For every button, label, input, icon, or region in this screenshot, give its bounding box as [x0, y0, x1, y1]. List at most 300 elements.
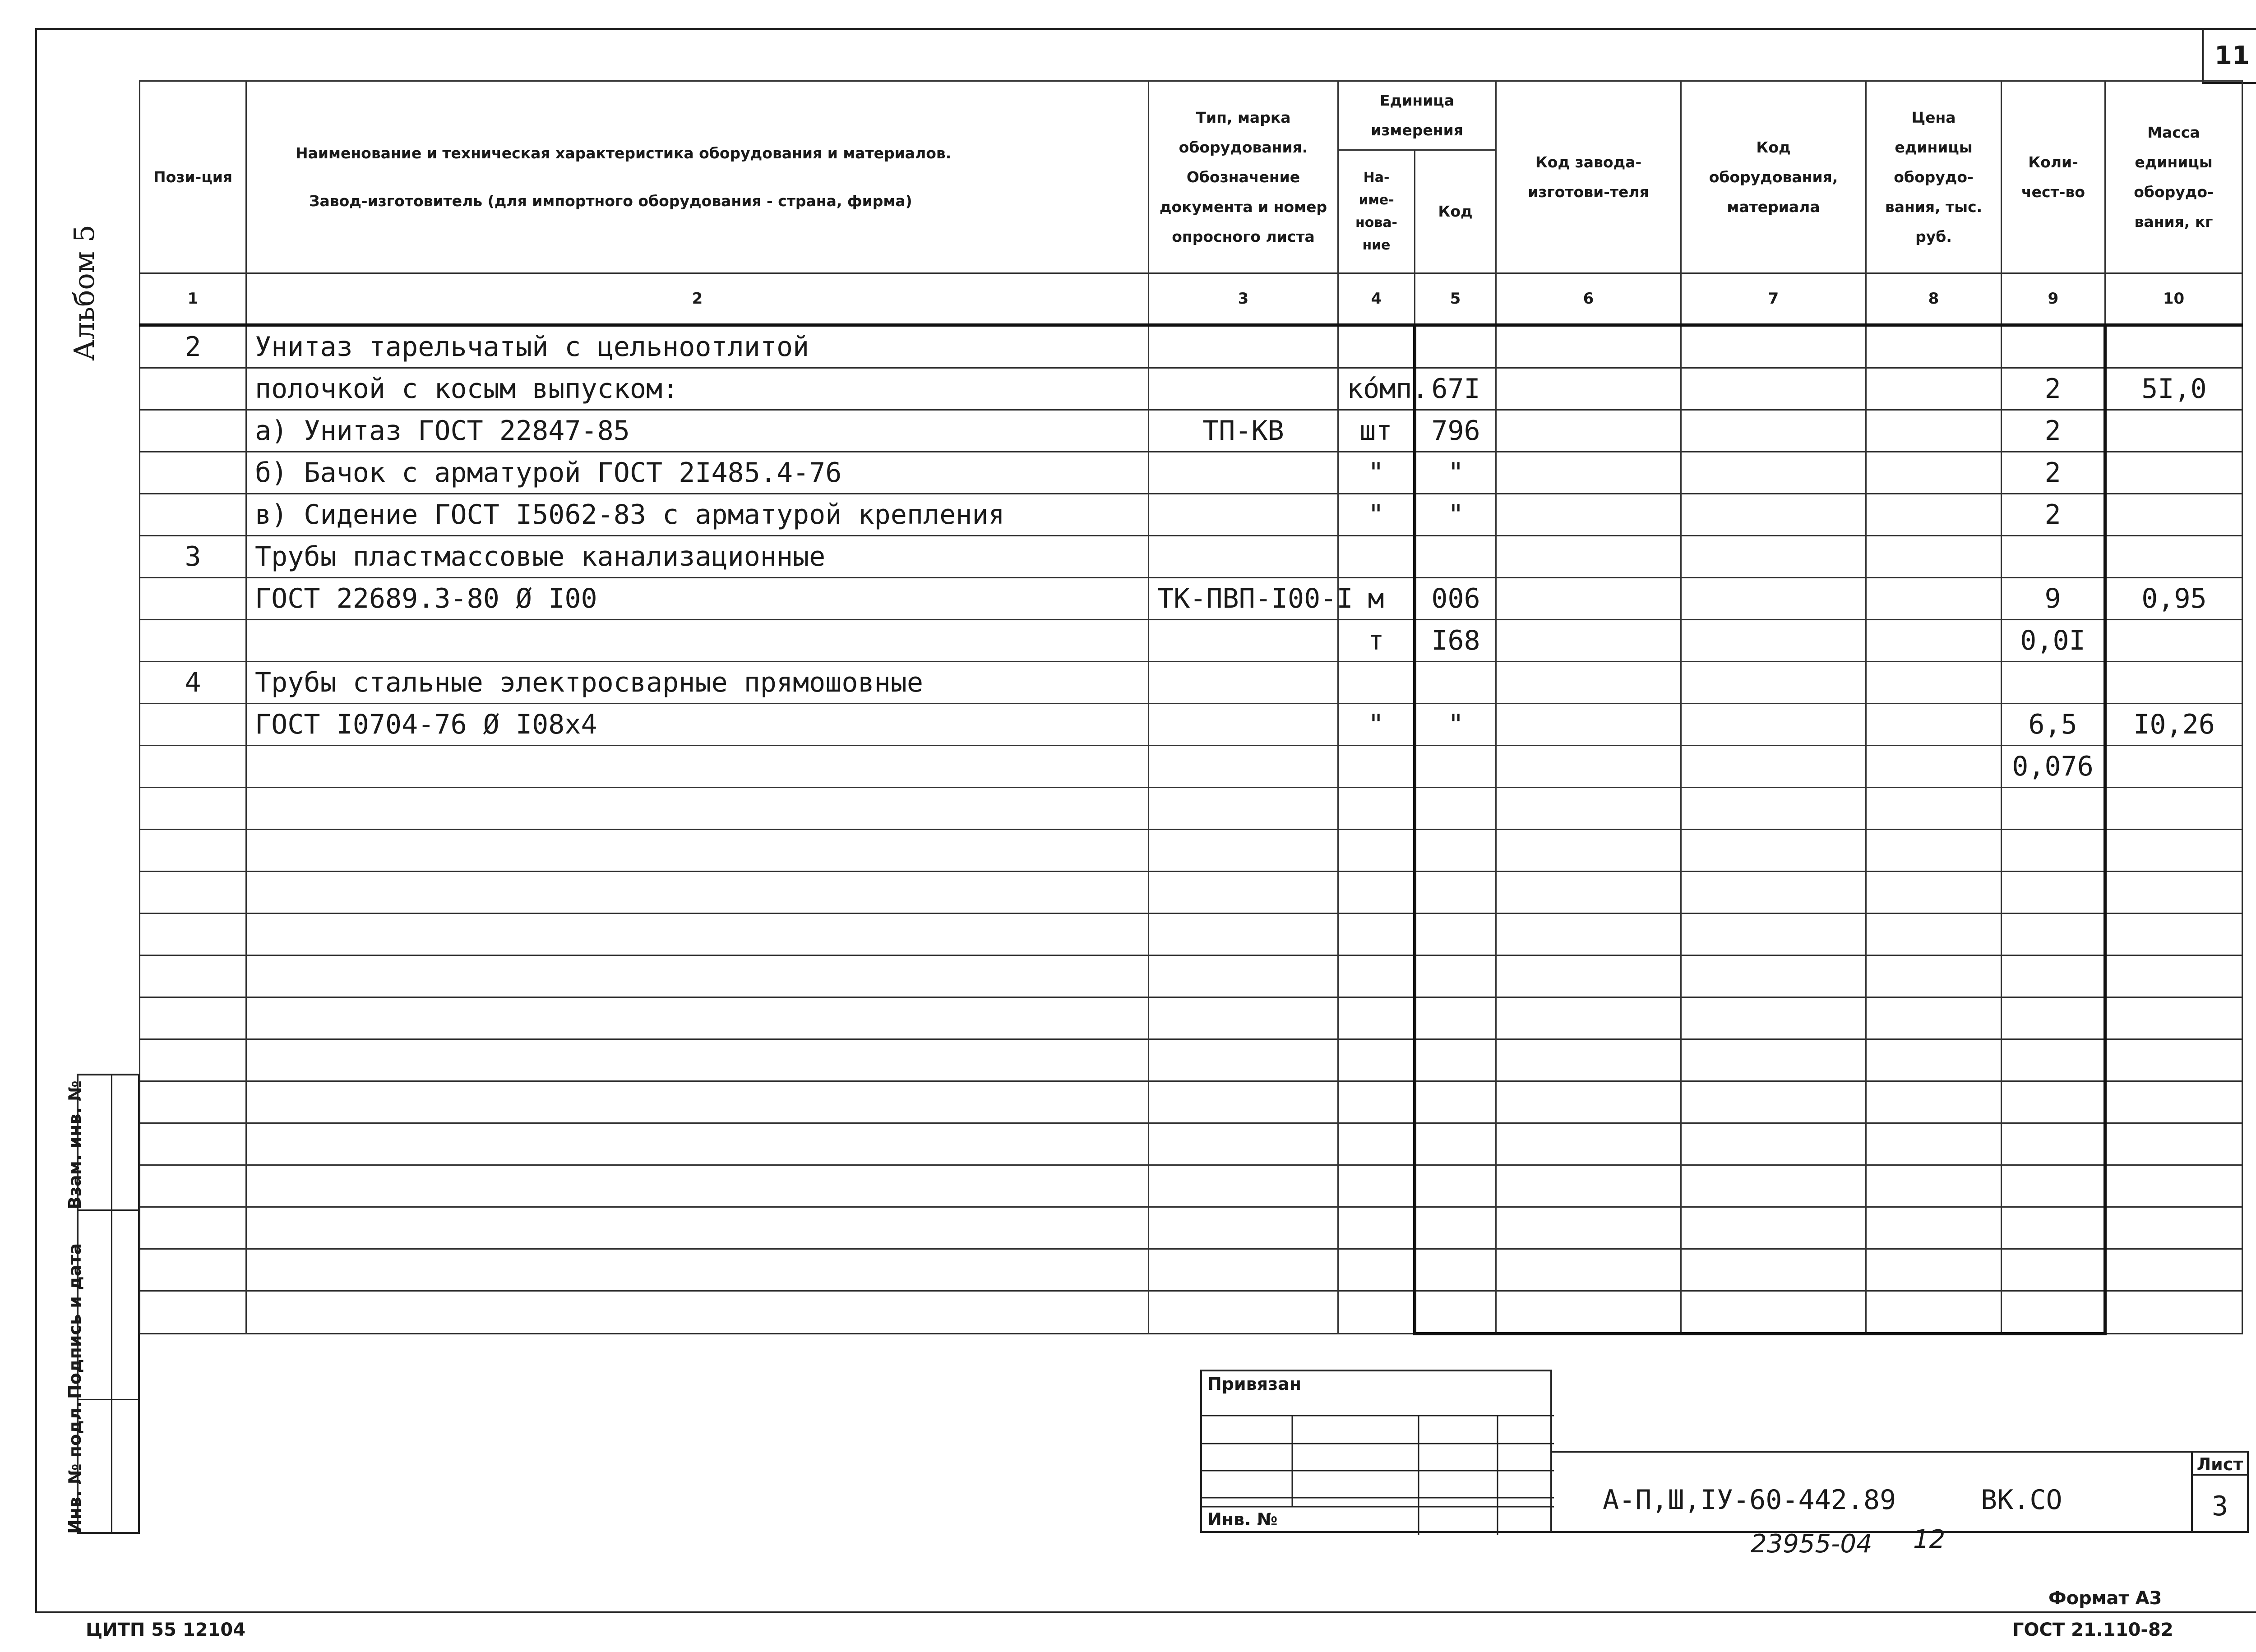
table-cell-qty: 2 [2002, 410, 2105, 452]
header-position: Пози-ция [140, 81, 246, 273]
table-cell-f6 [1496, 830, 1681, 872]
header-name-line1: Наименование и техническая характеристика оборудования и материалов. [296, 144, 952, 162]
table-cell-pos [140, 704, 246, 746]
table-cell-f7 [1681, 620, 1866, 662]
table-cell-f8 [1866, 830, 2002, 872]
table-cell-f7 [1681, 872, 1866, 914]
table-cell-name [246, 997, 1149, 1039]
table-cell-mass [2105, 410, 2242, 452]
table-cell-mass [2105, 914, 2242, 955]
table-cell-name [246, 1123, 1149, 1165]
table-cell-code [1415, 1123, 1496, 1165]
table-cell-f6 [1496, 872, 1681, 914]
table-cell-pos [140, 1123, 246, 1165]
table-cell-unit [1338, 1165, 1415, 1207]
table-cell-mass [2105, 620, 2242, 662]
table-cell-f6 [1496, 494, 1681, 536]
table-cell-f7 [1681, 704, 1866, 746]
table-cell-pos [140, 872, 246, 914]
table-cell-f6 [1496, 1207, 1681, 1249]
table-cell-code [1415, 325, 1496, 368]
table-row [140, 746, 2242, 788]
table-cell-f7 [1681, 1165, 1866, 1207]
table-cell-code [1415, 1039, 1496, 1081]
table-cell-f7 [1681, 955, 1866, 997]
table-cell-f7 [1681, 452, 1866, 494]
header-name [246, 81, 1149, 273]
table-cell-type [1149, 997, 1338, 1039]
table-cell-name: полочкой с косым выпуском: [246, 368, 1149, 410]
table-cell-f7 [1681, 997, 1866, 1039]
table-cell-unit [1338, 536, 1415, 578]
col-number: 10 [2105, 273, 2242, 325]
table-cell-f7 [1681, 746, 1866, 788]
table-cell-qty [2002, 1249, 2105, 1291]
table-cell-f8 [1866, 452, 2002, 494]
table-cell-f6 [1496, 536, 1681, 578]
table-cell-unit [1338, 788, 1415, 830]
table-cell-f6 [1496, 325, 1681, 368]
specification-table [139, 80, 2242, 1335]
table-cell-name: ГОСТ 22689.3-80 Ø I00 [246, 578, 1149, 620]
table-cell-pos [140, 788, 246, 830]
table-cell-f7 [1681, 1249, 1866, 1291]
table-cell-unit: т [1338, 620, 1415, 662]
binding-stamp [1200, 1370, 1552, 1533]
table-cell-code [1415, 955, 1496, 997]
empty-row [140, 830, 2242, 872]
table-cell-f6 [1496, 1165, 1681, 1207]
table-cell-unit [1338, 1207, 1415, 1249]
table-row [140, 662, 2242, 704]
col-number: 3 [1149, 273, 1338, 325]
project-code: А-П,Ш,IУ-60-442.89 [1603, 1484, 1896, 1516]
table-cell-qty [2002, 872, 2105, 914]
table-cell-unit [1338, 955, 1415, 997]
col-number: 7 [1681, 273, 1866, 325]
table-cell-pos [140, 578, 246, 620]
table-cell-f8 [1866, 1081, 2002, 1123]
table-cell-name: ГОСТ I0704-76 Ø I08x4 [246, 704, 1149, 746]
table-cell-code [1415, 1165, 1496, 1207]
table-cell-f7 [1681, 410, 1866, 452]
table-cell-f7 [1681, 788, 1866, 830]
binding-inventory-label: Инв. № [1207, 1509, 1278, 1529]
table-cell-name: б) Бачок с арматурой ГОСТ 2I485.4-76 [246, 452, 1149, 494]
format-label: Формат А3 [2048, 1588, 2162, 1609]
table-cell-pos: 2 [140, 325, 246, 368]
table-cell-f8 [1866, 410, 2002, 452]
table-cell-pos [140, 1291, 246, 1334]
table-cell-type [1149, 368, 1338, 410]
header-name-line2: Завод-изготовитель (для импортного оборудования - страна, фирма) [309, 192, 912, 210]
col-number: 1 [140, 273, 246, 325]
header-unit: Единица измерения [1338, 81, 1496, 150]
table-cell-qty [2002, 830, 2105, 872]
table-cell-f6 [1496, 1123, 1681, 1165]
header-factory-code: Код завода-изготови-теля [1496, 81, 1681, 273]
table-cell-mass [2105, 955, 2242, 997]
table-cell-code: 67I [1415, 368, 1496, 410]
table-row [140, 620, 2242, 662]
table-cell-qty [2002, 955, 2105, 997]
table-cell-name [246, 1039, 1149, 1081]
table-cell-f7 [1681, 1207, 1866, 1249]
table-cell-unit: шт [1338, 410, 1415, 452]
empty-row [140, 955, 2242, 997]
table-cell-pos [140, 1165, 246, 1207]
table-cell-f8 [1866, 536, 2002, 578]
sheet-number: 3 [2211, 1490, 2228, 1522]
table-cell-unit [1338, 746, 1415, 788]
header-mass: Масса единицы оборудо-вания, кг [2105, 81, 2242, 273]
table-cell-qty [2002, 914, 2105, 955]
sheet-box [2191, 1453, 2247, 1531]
table-cell-type [1149, 1081, 1338, 1123]
table-cell-type [1149, 746, 1338, 788]
table-cell-mass [2105, 452, 2242, 494]
table-cell-name [246, 872, 1149, 914]
side-cell-inventory [65, 1400, 138, 1534]
table-cell-pos [140, 997, 246, 1039]
table-cell-unit [1338, 1291, 1415, 1334]
table-cell-type [1149, 325, 1338, 368]
table-row [140, 368, 2242, 410]
table-cell-unit [1338, 662, 1415, 704]
table-cell-name [246, 1081, 1149, 1123]
table-cell-f6 [1496, 788, 1681, 830]
table-cell-f6 [1496, 1039, 1681, 1081]
table-cell-mass: 5I,0 [2105, 368, 2242, 410]
table-cell-code [1415, 788, 1496, 830]
table-cell-type [1149, 914, 1338, 955]
col-number: 2 [246, 273, 1149, 325]
table-cell-f7 [1681, 830, 1866, 872]
table-cell-mass [2105, 1249, 2242, 1291]
table-cell-qty [2002, 1123, 2105, 1165]
table-cell-f7 [1681, 536, 1866, 578]
table-cell-qty [2002, 997, 2105, 1039]
table-cell-pos [140, 1249, 246, 1291]
table-cell-qty [2002, 1291, 2105, 1334]
album-label: Альбом 5 [68, 224, 101, 361]
table-cell-unit: м [1338, 578, 1415, 620]
side-label-inventory: Инв. № подл. [65, 1401, 85, 1534]
table-row [140, 494, 2242, 536]
header-type: Тип, марка оборудования. Обозначение документа и номер опросного листа [1149, 81, 1338, 273]
table-cell-pos [140, 410, 246, 452]
table-cell-code [1415, 872, 1496, 914]
table-cell-type [1149, 662, 1338, 704]
empty-row [140, 1081, 2242, 1123]
side-label-replacement: Взам. инв. № [65, 1080, 85, 1209]
table-cell-unit [1338, 914, 1415, 955]
table-cell-f6 [1496, 1291, 1681, 1334]
table-cell-code: 006 [1415, 578, 1496, 620]
table-cell-code: " [1415, 704, 1496, 746]
table-cell-pos [140, 1207, 246, 1249]
table-cell-type: ТП-КВ [1149, 410, 1338, 452]
table-cell-pos [140, 368, 246, 410]
table-cell-f7 [1681, 325, 1866, 368]
header-unit-name: На-име-нова-ние [1338, 150, 1415, 273]
table-cell-f8 [1866, 325, 2002, 368]
table-cell-unit: кóмп. [1338, 368, 1415, 410]
table-cell-name [246, 1291, 1149, 1334]
table-cell-f8 [1866, 578, 2002, 620]
table-cell-unit [1338, 1081, 1415, 1123]
table-cell-mass [2105, 1123, 2242, 1165]
side-stamp [65, 1074, 140, 1534]
document-code: ВК.СО [1981, 1484, 2062, 1516]
table-cell-f7 [1681, 368, 1866, 410]
table-cell-name [246, 1249, 1149, 1291]
table-cell-mass [2105, 325, 2242, 368]
table-cell-qty: 6,5 [2002, 704, 2105, 746]
empty-row [140, 1207, 2242, 1249]
title-block [1550, 1451, 2249, 1533]
empty-row [140, 1123, 2242, 1165]
table-cell-pos [140, 494, 246, 536]
table-cell-unit: " [1338, 494, 1415, 536]
table-cell-pos: 4 [140, 662, 246, 704]
col-number: 4 [1338, 273, 1415, 325]
table-cell-f6 [1496, 746, 1681, 788]
header-row [140, 81, 2242, 150]
table-cell-f6 [1496, 955, 1681, 997]
table-cell-unit [1338, 1249, 1415, 1291]
table-cell-qty [2002, 662, 2105, 704]
table-cell-code [1415, 1207, 1496, 1249]
table-cell-f8 [1866, 872, 2002, 914]
table-cell-f6 [1496, 1081, 1681, 1123]
table-cell-f7 [1681, 1291, 1866, 1334]
table-cell-unit: " [1338, 452, 1415, 494]
table-cell-unit [1338, 1123, 1415, 1165]
table-cell-f6 [1496, 1249, 1681, 1291]
table-cell-f8 [1866, 788, 2002, 830]
corner-sheet-number: 11 [2202, 28, 2256, 84]
table-cell-mass [2105, 1207, 2242, 1249]
table-cell-mass [2105, 830, 2242, 872]
table-cell-mass [2105, 1291, 2242, 1334]
table-cell-code [1415, 536, 1496, 578]
table-cell-code [1415, 830, 1496, 872]
table-cell-name [246, 620, 1149, 662]
table-cell-code: " [1415, 452, 1496, 494]
table-cell-f6 [1496, 914, 1681, 955]
table-cell-name [246, 830, 1149, 872]
table-cell-pos [140, 955, 246, 997]
table-cell-type [1149, 1249, 1338, 1291]
binding-label: Привязан [1207, 1374, 1302, 1394]
table-cell-pos [140, 914, 246, 955]
table-cell-name [246, 914, 1149, 955]
table-row [140, 325, 2242, 368]
side-cell-signature [65, 1211, 138, 1400]
table-cell-mass [2105, 662, 2242, 704]
table-cell-f6 [1496, 410, 1681, 452]
table-cell-code: 796 [1415, 410, 1496, 452]
table-cell-pos: 3 [140, 536, 246, 578]
column-number-row [140, 273, 2242, 325]
table-cell-mass: I0,26 [2105, 704, 2242, 746]
empty-row [140, 1291, 2242, 1334]
table-cell-type [1149, 872, 1338, 914]
table-cell-qty [2002, 1081, 2105, 1123]
table-cell-f8 [1866, 746, 2002, 788]
table-cell-code: " [1415, 494, 1496, 536]
table-row [140, 452, 2242, 494]
empty-row [140, 788, 2242, 830]
table-cell-name [246, 746, 1149, 788]
table-cell-code [1415, 662, 1496, 704]
table-cell-f8 [1866, 368, 2002, 410]
table-cell-unit: " [1338, 704, 1415, 746]
table-cell-pos [140, 452, 246, 494]
table-cell-type [1149, 1207, 1338, 1249]
table-cell-qty [2002, 788, 2105, 830]
table-cell-f6 [1496, 704, 1681, 746]
table-cell-name [246, 788, 1149, 830]
table-row [140, 410, 2242, 452]
table-cell-f8 [1866, 1291, 2002, 1334]
col-number: 9 [2002, 273, 2105, 325]
table-cell-mass [2105, 1165, 2242, 1207]
table-cell-type [1149, 1165, 1338, 1207]
empty-row [140, 1039, 2242, 1081]
table-cell-f6 [1496, 997, 1681, 1039]
table-cell-mass [2105, 536, 2242, 578]
table-cell-type [1149, 452, 1338, 494]
table-cell-qty: 2 [2002, 494, 2105, 536]
table-cell-mass: 0,95 [2105, 578, 2242, 620]
table-cell-f8 [1866, 1123, 2002, 1165]
header-price: Цена единицы оборудо-вания, тыс. руб. [1866, 81, 2002, 273]
side-label-signature: Подпись и дата [65, 1243, 85, 1399]
table-cell-f8 [1866, 620, 2002, 662]
table-row [140, 536, 2242, 578]
empty-row [140, 1249, 2242, 1291]
gost-label: ГОСТ 21.110-82 [2012, 1620, 2173, 1640]
table-cell-mass [2105, 997, 2242, 1039]
table-cell-type [1149, 1039, 1338, 1081]
empty-row [140, 914, 2242, 955]
table-cell-mass [2105, 788, 2242, 830]
header-quantity: Коли-чест-во [2002, 81, 2105, 273]
table-cell-unit [1338, 1039, 1415, 1081]
table-cell-type [1149, 1123, 1338, 1165]
table-cell-name [246, 955, 1149, 997]
table-cell-pos [140, 830, 246, 872]
table-cell-code [1415, 1081, 1496, 1123]
table-cell-qty: 2 [2002, 452, 2105, 494]
table-cell-f7 [1681, 1123, 1866, 1165]
table-cell-code: I68 [1415, 620, 1496, 662]
table-cell-unit [1338, 872, 1415, 914]
table-cell-f8 [1866, 1039, 2002, 1081]
col-number: 5 [1415, 273, 1496, 325]
table-cell-code [1415, 1249, 1496, 1291]
table-cell-f8 [1866, 704, 2002, 746]
table-cell-f8 [1866, 955, 2002, 997]
table-cell-type [1149, 536, 1338, 578]
table-cell-mass [2105, 1039, 2242, 1081]
table-cell-type [1149, 1291, 1338, 1334]
table-cell-f7 [1681, 494, 1866, 536]
header-equipment-code: Код оборудования, материала [1681, 81, 1866, 273]
table-cell-qty [2002, 1207, 2105, 1249]
table-cell-f8 [1866, 494, 2002, 536]
table-cell-type: ТК-ПВП-I00-I [1149, 578, 1338, 620]
table-cell-f6 [1496, 662, 1681, 704]
table-cell-f7 [1681, 578, 1866, 620]
table-cell-pos [140, 1039, 246, 1081]
table-cell-type [1149, 620, 1338, 662]
table-cell-name [246, 1207, 1149, 1249]
table-cell-f7 [1681, 1039, 1866, 1081]
table-cell-name: Трубы пластмассовые канализационные [246, 536, 1149, 578]
table-cell-qty [2002, 325, 2105, 368]
table-cell-type [1149, 830, 1338, 872]
col-number: 8 [1866, 273, 2002, 325]
table-cell-f7 [1681, 662, 1866, 704]
table-cell-code [1415, 1291, 1496, 1334]
table-cell-qty [2002, 1039, 2105, 1081]
empty-row [140, 872, 2242, 914]
table-cell-f6 [1496, 620, 1681, 662]
side-cell-replacement [65, 1075, 138, 1211]
table-cell-f6 [1496, 368, 1681, 410]
table-cell-f8 [1866, 662, 2002, 704]
empty-row [140, 1165, 2242, 1207]
table-cell-qty: 2 [2002, 368, 2105, 410]
table-cell-qty [2002, 1165, 2105, 1207]
table-cell-unit [1338, 997, 1415, 1039]
table-cell-f8 [1866, 997, 2002, 1039]
table-cell-type [1149, 955, 1338, 997]
table-cell-code [1415, 914, 1496, 955]
table-cell-pos [140, 620, 246, 662]
handwritten-number: 23955-04 [1751, 1529, 1872, 1559]
table-cell-qty: 0,076 [2002, 746, 2105, 788]
table-cell-qty: 0,0I [2002, 620, 2105, 662]
table-cell-type [1149, 704, 1338, 746]
table-cell-name: Унитаз тарельчатый с цельноотлитой [246, 325, 1149, 368]
sheet-label: Лист [2193, 1454, 2247, 1476]
table-cell-mass [2105, 1081, 2242, 1123]
table-cell-code [1415, 746, 1496, 788]
table-cell-mass [2105, 494, 2242, 536]
table-cell-type [1149, 494, 1338, 536]
table-cell-qty: 9 [2002, 578, 2105, 620]
table-cell-f8 [1866, 914, 2002, 955]
table-cell-mass [2105, 872, 2242, 914]
table-cell-mass [2105, 746, 2242, 788]
table-row [140, 578, 2242, 620]
table-cell-f8 [1866, 1249, 2002, 1291]
table-cell-name: а) Унитаз ГОСТ 22847-85 [246, 410, 1149, 452]
col-number: 6 [1496, 273, 1681, 325]
header-unit-code: Код [1415, 150, 1496, 273]
table-cell-name [246, 1165, 1149, 1207]
table-cell-type [1149, 788, 1338, 830]
footer-left: ЦИТП 55 12104 [86, 1620, 246, 1640]
table-cell-code [1415, 997, 1496, 1039]
table-cell-f8 [1866, 1207, 2002, 1249]
table-cell-f6 [1496, 452, 1681, 494]
table-cell-pos [140, 746, 246, 788]
